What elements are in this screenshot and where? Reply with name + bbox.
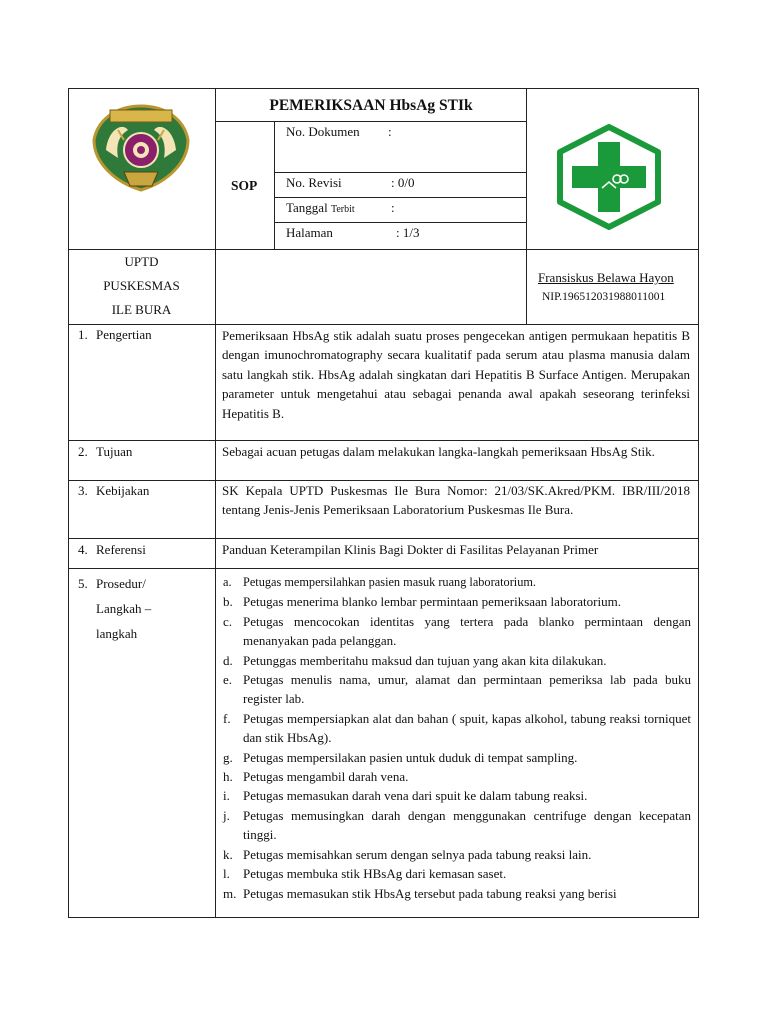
- section-label-prosedur-2: Langkah –: [96, 601, 152, 616]
- list-item: [216, 748, 691, 767]
- section-label-pengertian: Pengertian: [96, 327, 152, 342]
- org-line-2: PUSKESMAS: [103, 278, 180, 293]
- list-item: [216, 592, 691, 611]
- signatory-name: Fransiskus Belawa Hayon: [538, 270, 674, 285]
- signatory-nip: NIP.196512031988011001: [542, 291, 666, 303]
- revision-value: : 0/0: [391, 175, 415, 190]
- list-item: [216, 612, 691, 651]
- org-line-3: ILE BURA: [111, 302, 172, 317]
- step-text: Petugas mempersiapkan alat dan bahan ( spuit, kapas alkohol, tabung reaksi torniquet dan stik HbsAg).: [243, 710, 691, 746]
- step-letter: b.: [223, 594, 233, 610]
- list-item: [216, 651, 691, 670]
- procedure-steps: [216, 573, 691, 903]
- step-letter: a.: [223, 575, 232, 589]
- regency-crest-logo: [88, 100, 194, 195]
- step-text: Petugas membuka stik HBsAg dari kemasan saset.: [243, 866, 507, 882]
- list-item: [216, 573, 691, 592]
- list-item: [216, 884, 691, 903]
- issued-label-main: Tanggal: [286, 200, 328, 215]
- section-number: 4.: [78, 542, 88, 557]
- revision-label: No. Revisi: [286, 175, 342, 190]
- step-letter: e.: [223, 672, 233, 688]
- kebijakan-text: SK Kepala UPTD Puskesmas Ile Bura Nomor: 21/03/SK.Akred/PKM. IBR/III/2018 tentang Jenis-Jenis Pemeriksaan Laboratorium Puskesmas Ile Bura.: [222, 483, 690, 518]
- step-text: Petugas menulis nama, umur, alamat dan permintaan pemeriksa lab pada buku register lab.: [243, 672, 691, 707]
- list-item: [216, 670, 691, 709]
- section-label-referensi: Referensi: [96, 542, 146, 557]
- issued-label-small: Terbit: [330, 204, 355, 215]
- org-line-1: UPTD: [124, 254, 159, 269]
- issued-date-label: [286, 200, 355, 218]
- list-item: [216, 709, 691, 748]
- step-letter: l.: [223, 866, 230, 882]
- step-text: Petugas memisahkan serum dengan selnya pada tabung reaksi lain.: [243, 846, 592, 862]
- step-text: Petugas memasukan stik HbsAg tersebut pada tabung reaksi yang berisi: [243, 885, 617, 901]
- step-text: Petugas menerima blanko lembar permintaan pemeriksaan laboratorium.: [243, 594, 621, 610]
- issued-date-separator: :: [391, 200, 395, 215]
- step-text: Petugas mencocokan identitas yang tertera pada blanko permintaan dengan menanyakan pada pelanggan.: [243, 613, 691, 649]
- section-number: 1.: [78, 327, 88, 342]
- section-label-kebijakan: Kebijakan: [96, 483, 150, 498]
- step-letter: j.: [223, 807, 230, 823]
- step-letter: h.: [223, 769, 233, 785]
- step-letter: f.: [223, 710, 231, 726]
- sop-label: SOP: [231, 178, 258, 193]
- step-text: Petugas memasukan darah vena dari spuit ke dalam tabung reaksi.: [243, 788, 588, 804]
- page-count-label: Halaman: [286, 225, 333, 240]
- page-count-value: : 1/3: [396, 225, 420, 240]
- step-letter: k.: [223, 846, 233, 862]
- doc-number-separator: :: [388, 124, 392, 139]
- step-text: Petunggas memberitahu maksud dan tujuan yang akan kita dilakukan.: [243, 652, 607, 668]
- step-text: Petugas mempersilahkan pasien masuk ruang laboratorium.: [243, 575, 536, 589]
- step-letter: m.: [223, 885, 237, 901]
- step-text: Petugas mempersilakan pasien untuk duduk di tempat sampling.: [243, 749, 578, 765]
- section-number: 5.: [78, 576, 88, 591]
- section-label-prosedur-1: Prosedur/: [96, 576, 146, 591]
- list-item: [216, 845, 691, 864]
- step-letter: d.: [223, 652, 233, 668]
- section-number: 2.: [78, 444, 88, 459]
- step-text: Petugas memusingkan darah dengan menggunakan centrifuge dengan kecepatan tinggi.: [243, 807, 691, 843]
- referensi-text: Panduan Keterampilan Klinis Bagi Dokter di Fasilitas Pelayanan Primer: [222, 542, 599, 557]
- tujuan-text: Sebagai acuan petugas dalam melakukan langka-langkah pemeriksaan HbsAg Stik.: [222, 444, 655, 459]
- page-title: PEMERIKSAAN HbsAg STIk: [269, 97, 473, 114]
- step-text: Petugas mengambil darah vena.: [243, 769, 409, 785]
- doc-number-label: No. Dokumen: [286, 124, 360, 139]
- step-letter: c.: [223, 613, 233, 629]
- section-number: 3.: [78, 483, 88, 498]
- green-cross-puskesmas-logo: [554, 124, 664, 230]
- section-label-tujuan: Tujuan: [96, 444, 133, 459]
- step-letter: g.: [223, 749, 233, 765]
- list-item: [216, 786, 691, 805]
- list-item: [216, 864, 691, 883]
- section-label-prosedur-3: langkah: [96, 626, 138, 641]
- pengertian-text: Pemeriksaan HbsAg stik adalah suatu proses pengecekan antigen permukaan hepatitis B dengan imunochromatography secara kualitatif pada serum atau plasma manusia dalam satu langkah stik. HbsAg adalah singkatan dari Hepatitis B Surface Antigen. Merupakan parameter untuk mengetahui atau sebagai penanda awal apakah seseorang terinfeksi Hepatitis B.: [222, 328, 690, 421]
- list-item: [216, 806, 691, 845]
- list-item: [216, 767, 691, 786]
- step-letter: i.: [223, 788, 230, 804]
